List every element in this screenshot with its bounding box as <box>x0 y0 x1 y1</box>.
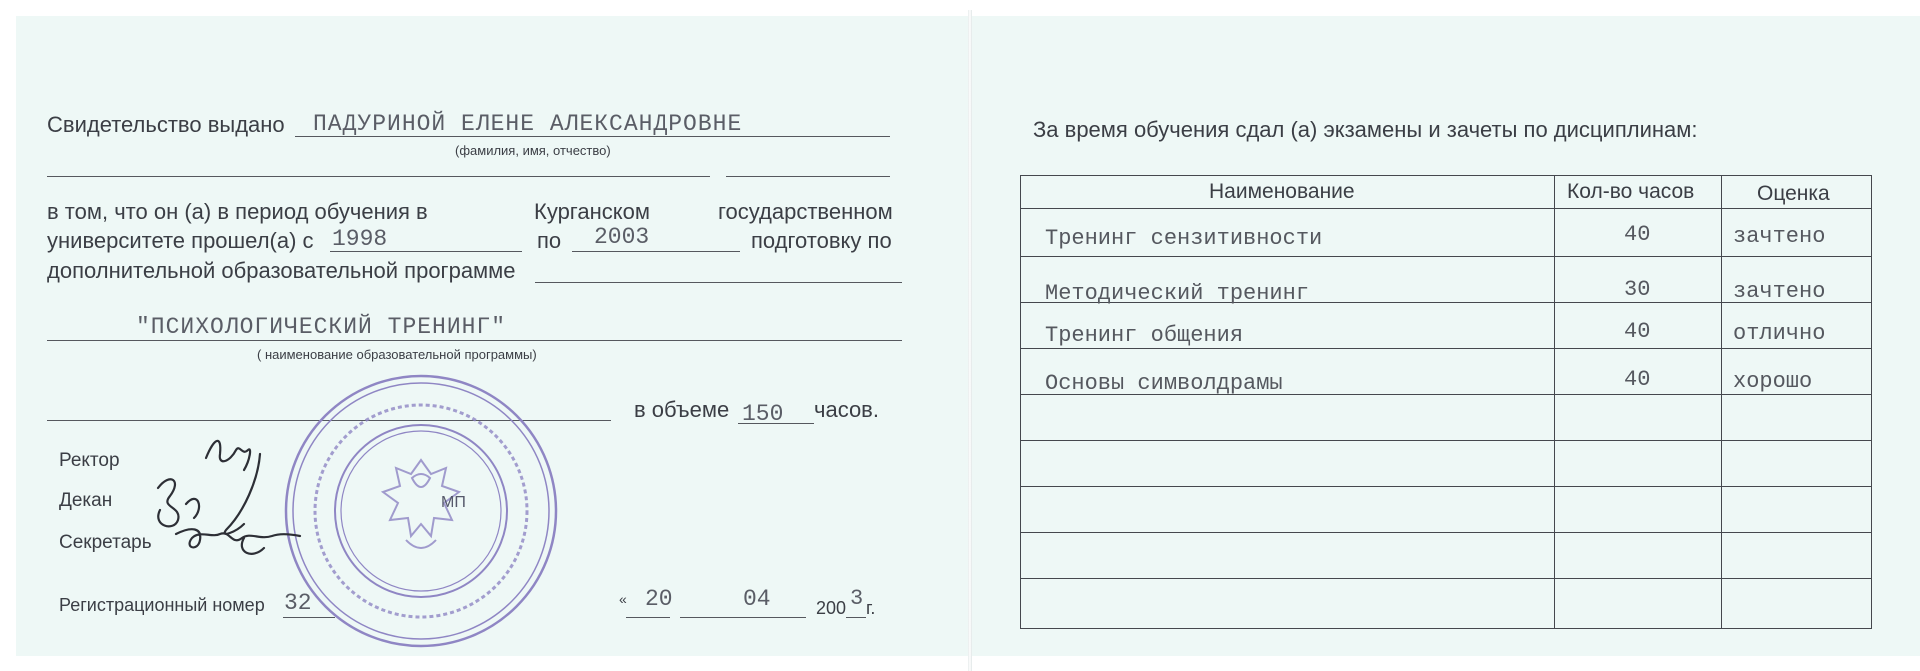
reg-label: Регистрационный номер <box>59 595 265 615</box>
official-stamp-seal <box>280 370 562 652</box>
text-line2-a: университете прошел(а) с <box>47 228 314 253</box>
blank-line-short <box>726 176 890 177</box>
row1-grade: зачтено <box>1733 224 1826 249</box>
row2-discipline: Методический тренинг <box>1045 281 1310 306</box>
row1-discipline: Тренинг сензитивности <box>1045 226 1323 251</box>
blank-line <box>47 176 710 177</box>
row1-hours: 40 <box>1624 222 1651 247</box>
table-col-divider <box>1721 176 1722 628</box>
text-line2-c: подготовку по <box>751 228 892 253</box>
name-caption: (фамилия, имя, отчество) <box>455 143 611 158</box>
row2-hours: 30 <box>1624 277 1651 302</box>
rector-label: Ректор <box>59 450 120 471</box>
text-line1-b: Курганском <box>534 199 650 224</box>
page-fold <box>968 10 972 671</box>
text-line1-c: государственном <box>718 199 893 224</box>
year-to-line <box>572 251 740 252</box>
date-year-digit: 3 <box>850 586 864 611</box>
table-row-divider <box>1021 256 1871 257</box>
issued-label: Свидетельство выдано <box>47 112 285 137</box>
header-grade: Оценка <box>1757 182 1830 205</box>
date-day-line <box>626 617 670 618</box>
text-line3: дополнительной образовательной программе <box>47 258 516 283</box>
dean-label: Декан <box>59 490 113 511</box>
date-quote: « <box>619 591 627 607</box>
volume-hours: 150 <box>742 401 784 427</box>
program-caption: ( наименование образовательной программы) <box>257 347 537 362</box>
program-name: "ПСИХОЛОГИЧЕСКИЙ ТРЕНИНГ" <box>136 314 507 340</box>
table-row-divider <box>1021 348 1871 349</box>
date-year-prefix: 200 <box>816 598 847 618</box>
date-year-line <box>846 617 866 618</box>
table-row-divider <box>1021 532 1871 533</box>
header-name: Наименование <box>1209 180 1355 203</box>
row3-grade: отлично <box>1733 321 1826 346</box>
date-month-line <box>680 617 806 618</box>
header-hours: Кол-во часов <box>1567 180 1695 203</box>
date-day: 20 <box>645 586 673 612</box>
table-header-divider <box>1021 208 1871 209</box>
volume-label: в объеме <box>634 397 730 422</box>
date-month: 04 <box>743 586 771 612</box>
table-col-divider <box>1554 176 1555 628</box>
program-line-1 <box>535 282 902 283</box>
row3-discipline: Тренинг общения <box>1045 323 1244 348</box>
date-year-suffix: г. <box>866 598 876 618</box>
text-line1-a: в том, что он (а) в период обучения в <box>47 199 428 224</box>
signatures <box>140 420 320 570</box>
reg-number-line <box>283 617 335 618</box>
table-row-divider <box>1021 486 1871 487</box>
secretary-label: Секретарь <box>59 532 152 553</box>
stamp-mark: МП <box>441 494 466 511</box>
recipient-name: ПАДУРИНОЙ ЕЛЕНЕ АЛЕКСАНДРОВНЕ <box>313 111 743 137</box>
table-row-divider <box>1021 440 1871 441</box>
table-row-divider <box>1021 578 1871 579</box>
text-line2-b: по <box>537 228 562 253</box>
year-to: 2003 <box>594 224 650 250</box>
grades-table <box>1020 175 1872 629</box>
row4-discipline: Основы символдрамы <box>1045 371 1283 396</box>
exams-heading: За время обучения сдал (а) экзамены и зачеты по дисциплинам: <box>1033 117 1698 142</box>
row4-grade: хорошо <box>1733 369 1813 394</box>
row3-hours: 40 <box>1624 319 1651 344</box>
reg-number: 32 <box>284 590 312 616</box>
year-from: 1998 <box>332 226 388 252</box>
hours-label: часов. <box>814 397 879 422</box>
row4-hours: 40 <box>1624 367 1651 392</box>
row2-grade: зачтено <box>1733 279 1826 304</box>
program-line-2 <box>47 340 902 341</box>
